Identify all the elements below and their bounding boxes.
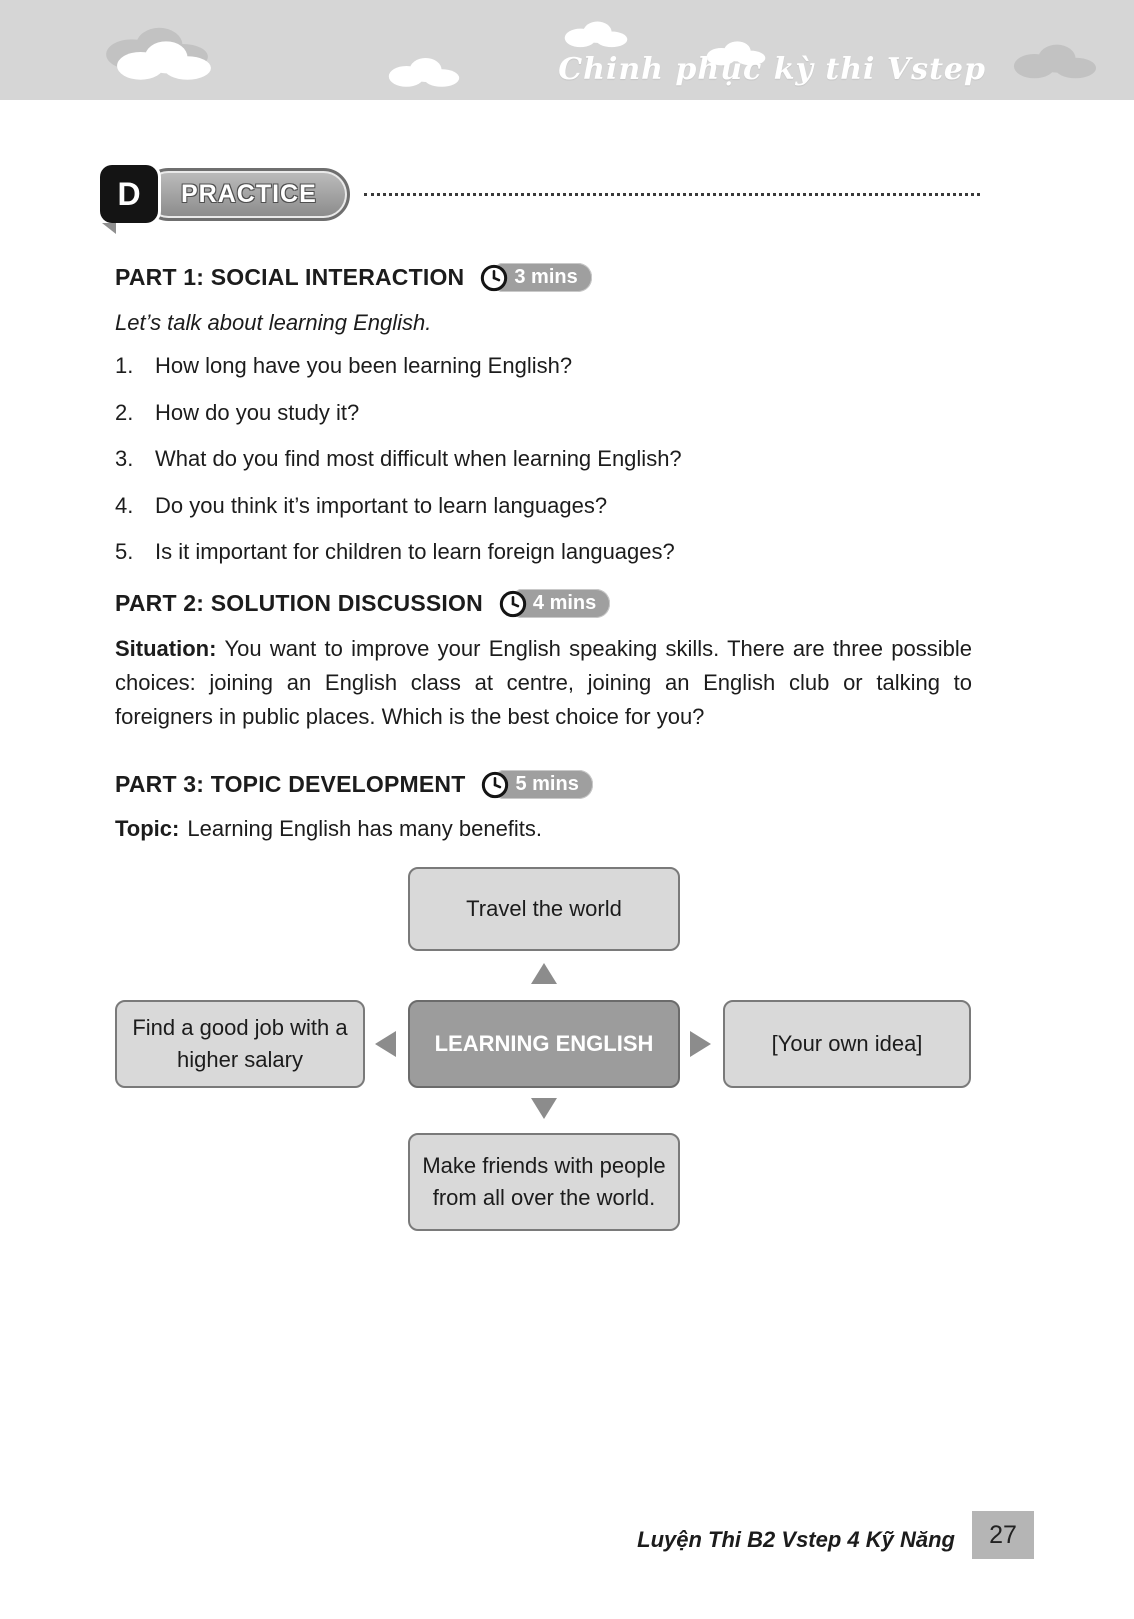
part2-title: PART 2: SOLUTION DISCUSSION	[115, 590, 483, 616]
dotted-divider	[364, 193, 980, 196]
topic-line	[115, 816, 542, 842]
part2-duration: 4 mins	[515, 589, 610, 618]
situation-paragraph	[115, 632, 972, 734]
diagram-box-center: LEARNING ENGLISH	[408, 1000, 680, 1088]
question-item	[115, 353, 995, 379]
part1-title: PART 1: SOCIAL INTERACTION	[115, 264, 465, 290]
part1-time-badge	[480, 263, 591, 292]
header-band	[0, 0, 1134, 100]
part1-question-list	[115, 353, 995, 586]
diagram-box-right: [Your own idea]	[723, 1000, 971, 1088]
part3-duration: 5 mins	[497, 770, 592, 799]
question-text: Is it important for children to learn foreign languages?	[155, 539, 675, 564]
cloud-icon	[556, 18, 636, 55]
part3-heading	[115, 770, 593, 799]
cloud-icon	[378, 54, 470, 95]
part2-heading	[115, 589, 610, 618]
arrow-left-icon	[375, 1031, 396, 1057]
question-item	[115, 493, 995, 519]
question-number: 3.	[115, 446, 134, 471]
part1-heading	[115, 263, 592, 292]
cloud-icon	[104, 36, 224, 89]
cloud-icon	[1000, 40, 1110, 87]
arrow-right-icon	[690, 1031, 711, 1057]
diagram-box-bottom: Make friends with people from all over the world.	[408, 1133, 680, 1231]
topic-text: Learning English has many benefits.	[187, 816, 543, 841]
question-item	[115, 400, 995, 426]
question-number: 2.	[115, 399, 134, 425]
practice-section-badge	[100, 165, 980, 223]
question-item	[115, 539, 995, 565]
arrow-up-icon	[531, 963, 557, 984]
question-number: 5.	[115, 539, 134, 564]
situation-text: You want to improve your English speaking skills. There are three possible choices: joining an English class at centre, joining an English club or talking to foreigners in public places. Which is the best choice for you?	[115, 636, 972, 729]
question-number: 1.	[115, 353, 134, 378]
diagram-box-top: Travel the world	[408, 867, 680, 951]
clock-icon	[499, 590, 527, 618]
footer-book-title: Luyện Thi B2 Vstep 4 Kỹ Năng	[637, 1527, 955, 1552]
arrow-down-icon	[531, 1098, 557, 1119]
part1-duration: 3 mins	[496, 263, 591, 292]
question-text: How do you study it?	[155, 399, 360, 425]
clock-icon	[481, 771, 509, 799]
diagram-box-left: Find a good job with a higher salary	[115, 1000, 365, 1088]
book-header-title: Chinh phục kỳ thi Vstep	[558, 52, 986, 87]
page-number: 27	[972, 1511, 1034, 1559]
question-number: 4.	[115, 492, 134, 518]
part1-intro: Let’s talk about learning English.	[115, 310, 432, 335]
question-item	[115, 446, 995, 472]
part2-time-badge	[499, 589, 610, 618]
topic-label: Topic:	[115, 816, 180, 841]
part3-time-badge	[481, 770, 592, 799]
clock-icon	[480, 264, 508, 292]
section-letter-badge: D	[100, 165, 158, 223]
question-text: How long have you been learning English?	[155, 353, 573, 378]
practice-label: PRACTICE	[142, 168, 350, 221]
situation-label: Situation:	[115, 636, 217, 661]
question-text: Do you think it’s important to learn languages?	[155, 492, 608, 518]
question-text: What do you find most difficult when learning English?	[155, 446, 682, 471]
part3-title: PART 3: TOPIC DEVELOPMENT	[115, 771, 466, 797]
